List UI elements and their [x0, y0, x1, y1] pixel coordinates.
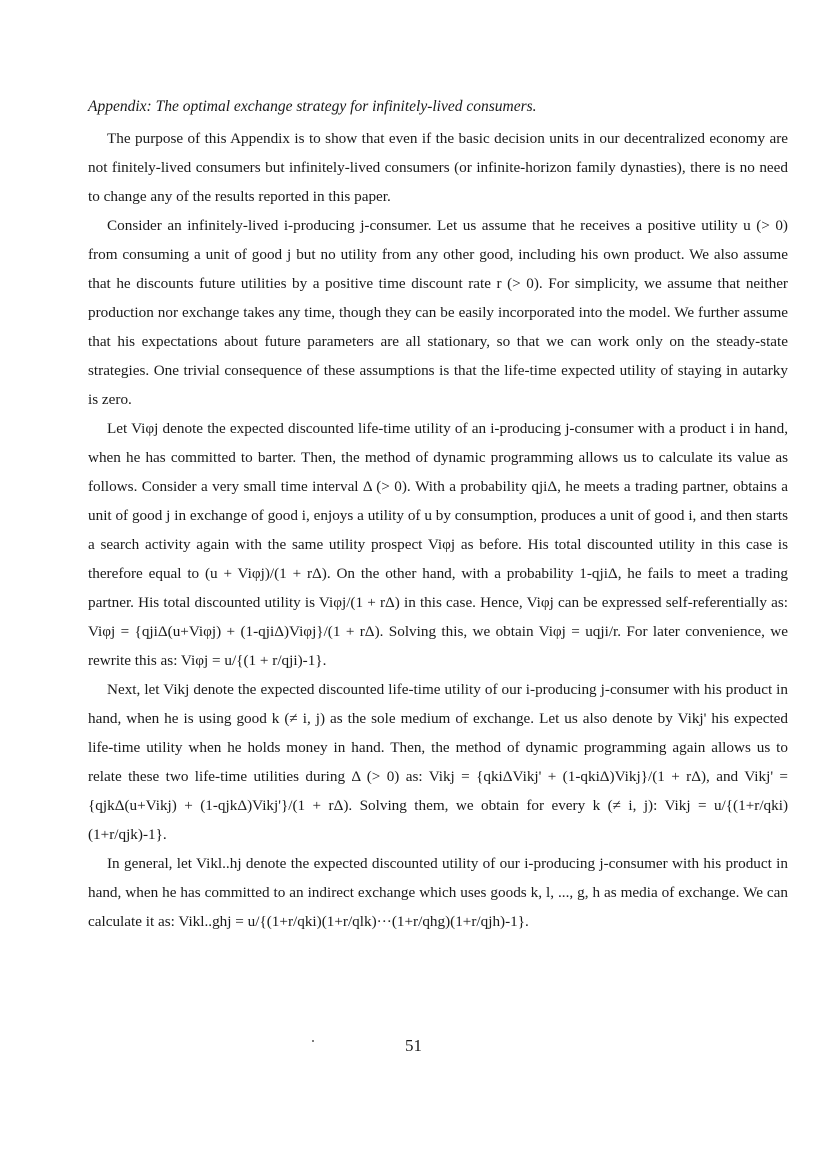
paragraph-barter-utility: Let Viφj denote the expected discounted life-time utility of an i-producing j-consumer with a product i in hand, when he has committed to barter. Then, the method of dynamic programming allows us to calculate its value as follows. Consider a very small time interval Δ (> 0). With a probability qjiΔ, he meets a trading partner, obtains a unit of good j in exchange of good i, enjoys a utility of u by consumption, produces a unit of good i, and then starts a search activity again with the same utility prospect Viφj as before. His total discounted utility in this case is therefore equal to (u + Viφj)/(1 + rΔ). On the other hand, with a probability 1-qjiΔ, he fails to meet a trading partner. His total discounted utility is Viφj/(1 + rΔ) in this case. Hence, Viφj can be expressed self-referentially as: Viφj = {qjiΔ(u+Viφj) + (1-qjiΔ)Viφj}/(1 + rΔ). Solving this, we obtain Viφj = uqji/r. For later convenience, we rewrite this as: Viφj = u/{(1 + r/qji)-1}. [88, 420, 788, 669]
appendix-heading: Appendix: The optimal exchange strategy for infinitely-lived consumers. [88, 98, 537, 115]
paragraph-purpose: The purpose of this Appendix is to show that even if the basic decision units in our decentralized economy are not finitely-lived consumers but infinitely-lived consumers (or infinite-horizon family dynasties), there is no need to change any of the results reported in this paper. [88, 130, 788, 205]
paragraph-indirect-exchange: In general, let Vikl..hj denote the expected discounted utility of our i-producing j-consumer with his product in hand, when he has committed to an indirect exchange which uses goods k, l, ..., g, h as media of exchange. We can calculate it as: Vikl..ghj = u/{(1+r/qki)(1+r/qlk)···(1+r/qhg)(1+r/qjh)-1}. [88, 855, 788, 930]
page-number: 51 [405, 1036, 422, 1055]
paragraph-assumptions: Consider an infinitely-lived i-producing j-consumer. Let us assume that he receives a positive utility u (> 0) from consuming a unit of good j but no utility from any other good, including his own product. We also assume that he discounts future utilities by a positive time discount rate r (> 0). For simplicity, we assume that neither production nor exchange takes any time, though they can be easily incorporated into the model. We further assume that his expectations about future parameters are all stationary, so that we can work only on the steady-state strategies. One trivial consequence of these assumptions is that the life-time expected utility of staying in autarky is zero. [88, 217, 788, 408]
document-body [88, 96, 788, 936]
paragraph-medium-of-exchange: Next, let Vikj denote the expected discounted life-time utility of our i-producing j-consumer with his product in hand, when he is using good k (≠ i, j) as the sole medium of exchange. Let us also denote by Vikj' his expected life-time utility when he holds money in hand. Then, the method of dynamic programming again allows us to relate these two life-time utilities during Δ (> 0) as: Vikj = {qkiΔVikj' + (1-qkiΔ)Vikj}/(1 + rΔ), and Vikj' = {qjkΔ(u+Vikj) + (1-qjkΔ)Vikj'}/(1 + rΔ). Solving them, we obtain for every k (≠ i, j): Vikj = u/{(1+r/qki)(1+r/qjk)-1}. [88, 681, 788, 843]
